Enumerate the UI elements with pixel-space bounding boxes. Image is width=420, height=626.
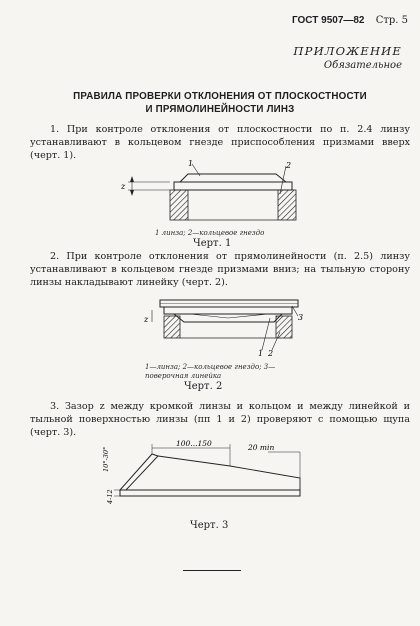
dim-length-label: 100...150 [176, 440, 212, 448]
figure-2-label: Черт. 2 [184, 381, 223, 392]
lens-body [174, 174, 292, 190]
appendix-status: Обязательное [323, 60, 402, 71]
dim-arrow-top [130, 176, 134, 182]
standard-number: ГОСТ 9507—82 [291, 15, 365, 26]
dim-thickness-label: 4-12 [106, 489, 114, 504]
section-title-line2: И ПРЯМОЛИНЕЙНОСТИ ЛИНЗ [145, 104, 295, 115]
paragraph-2: 2. При контроле отклонения от прямолинейности (п. 2.5) линзу устанавливают в кольцевом гнезде призмами вниз; на тыльную сторону линзы накладывают линейку (черт. 2). [30, 251, 410, 288]
dim-arrow-bottom [130, 190, 134, 196]
ring-seat-left [170, 190, 188, 220]
ring-seat-right [278, 190, 296, 220]
appendix-label: ПРИЛОЖЕНИЕ [293, 44, 402, 58]
figure-3-label: Черт. 3 [190, 520, 229, 531]
dim-z-label: z [121, 182, 126, 191]
figure-3-drawing [80, 440, 320, 510]
page-number: Стр. 5 [375, 15, 408, 26]
figure-1-caption: 1 линза; 2—кольцевое гнездо [155, 229, 265, 237]
figure-2-caption: 1—линза; 2—кольцевое гнездо; 3—поверочная линейка [145, 363, 276, 380]
ring-seat-right [276, 316, 292, 338]
feeler-gauge [120, 454, 300, 496]
callout-1: 1 [188, 160, 194, 168]
paragraph-1: 1. При контроле отклонения от плоскостности по п. 2.4 линзу устанавливают в кольцевом гнезде приспособления призмами вверх (черт. 1). [30, 124, 410, 161]
figure-1-drawing [120, 160, 320, 228]
callout-1: 1 [258, 349, 264, 358]
lens-body [164, 307, 292, 322]
dim-angle-label: 10°-30° [102, 446, 110, 472]
end-rule [183, 570, 241, 571]
page-header [292, 15, 408, 26]
dim-z-label: z [144, 315, 149, 324]
callout-3: 3 [298, 313, 304, 322]
callout-2: 2 [268, 349, 274, 358]
figure-1-label: Черт. 1 [193, 238, 232, 249]
dim-tip-label: 20 min [248, 443, 275, 452]
ring-seat-left [164, 316, 180, 338]
section-title [30, 90, 410, 116]
paragraph-3: 3. Зазор z между кромкой линзы и кольцом и между линейкой и тыльной поверхностью линзы (пп 1 и 2) проверяют с помощью щупа (черт. 3). [30, 401, 410, 438]
section-title-line1: ПРАВИЛА ПРОВЕРКИ ОТКЛОНЕНИЯ ОТ ПЛОСКОСТНОСТИ [73, 91, 367, 102]
callout-2: 2 [286, 161, 292, 170]
callout-1-leader [262, 318, 270, 350]
figure-2-drawing [120, 292, 320, 362]
